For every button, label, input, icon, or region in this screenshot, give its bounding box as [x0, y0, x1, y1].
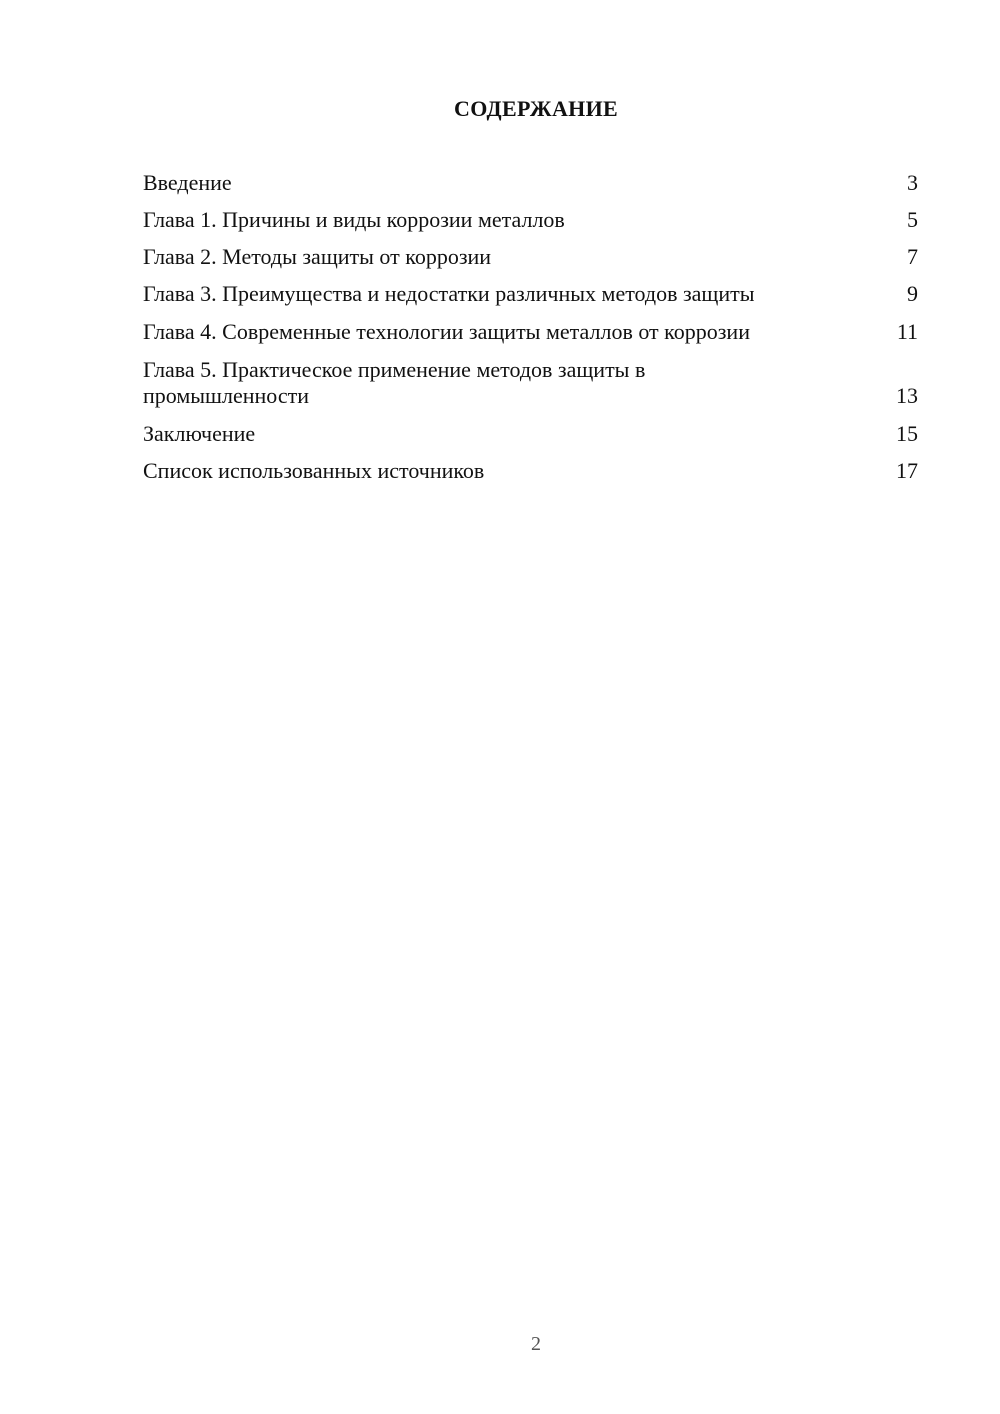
toc-entry-references[interactable]	[143, 458, 918, 484]
toc-title: СОДЕРЖАНИЕ	[454, 96, 618, 121]
toc-entry-text: Глава 4. Современные технологии защиты металлов от коррозии	[143, 319, 750, 344]
toc-entry-chapter-5[interactable]	[143, 357, 918, 409]
toc-entry-text: Глава 2. Методы защиты от коррозии	[143, 244, 492, 269]
toc-entry-page: 5	[907, 207, 918, 232]
toc-entry-chapter-4[interactable]	[143, 319, 918, 345]
toc-entry-page: 3	[907, 170, 918, 195]
toc-entry-introduction[interactable]	[143, 170, 918, 196]
toc-entry-page: 9	[907, 281, 918, 306]
toc-entry-text: Заключение	[143, 421, 256, 446]
toc-entry-text: Список использованных источников	[143, 458, 485, 483]
page-number: 2	[531, 1333, 541, 1355]
toc-entry-page: 7	[907, 244, 918, 269]
toc-entry-chapter-2[interactable]	[143, 244, 918, 270]
toc-entry-page: 13	[896, 383, 918, 408]
toc-entry-page: 17	[896, 458, 918, 483]
toc-entry-conclusion[interactable]	[143, 421, 918, 447]
table-of-contents	[143, 170, 918, 495]
toc-entry-text: Введение	[143, 170, 232, 195]
toc-entry-page: 11	[896, 319, 918, 344]
toc-entry-chapter-3[interactable]	[143, 281, 918, 307]
toc-entry-page: 15	[896, 421, 918, 446]
toc-entry-text: Глава 3. Преимущества и недостатки различных методов защиты	[143, 281, 755, 306]
toc-entry-text: Глава 5. Практическое применение методов защиты в промышленности	[143, 357, 646, 408]
toc-entry-text: Глава 1. Причины и виды коррозии металлов	[143, 207, 565, 232]
toc-entry-chapter-1[interactable]	[143, 207, 918, 233]
